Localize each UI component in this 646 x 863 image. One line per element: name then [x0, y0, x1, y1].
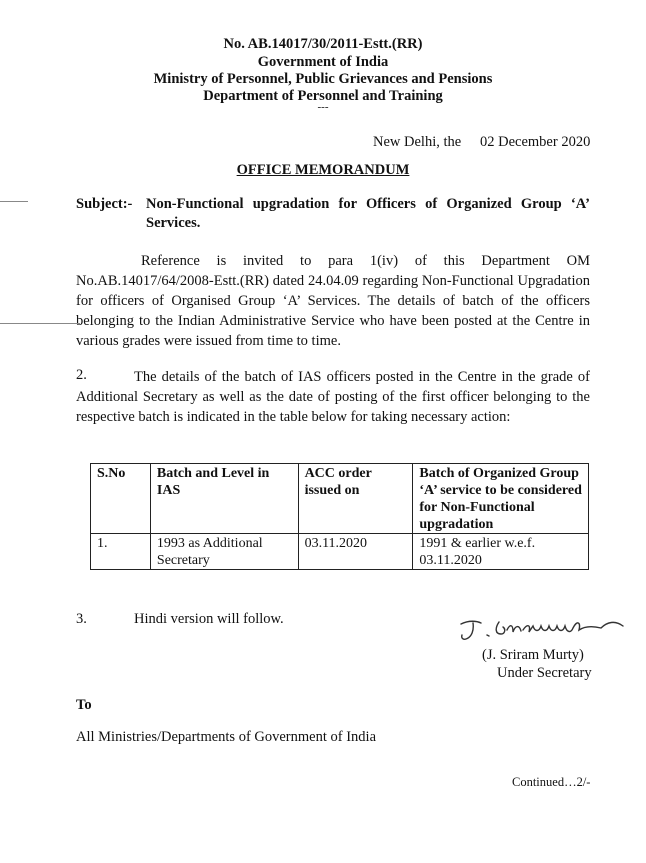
- to-label: To: [76, 697, 92, 713]
- paragraph-2-line: The details of the batch of IAS officers posted in the Centre in the grade of: [134, 369, 590, 385]
- department-line: Department of Personnel and Training: [203, 88, 443, 104]
- subject-line-2: Services.: [146, 215, 201, 231]
- paragraph-3-number: 3.: [76, 611, 87, 627]
- paragraph-1: [76, 251, 590, 351]
- paragraph-2-number: 2.: [76, 367, 87, 383]
- table-header-cell: S.No: [91, 464, 151, 534]
- header-separator: ---: [317, 101, 329, 113]
- paragraph-1-line: Reference is invited to para 1(iv) of this Department OM: [141, 253, 590, 269]
- table-header-row: [91, 464, 589, 534]
- table-row: [91, 534, 589, 570]
- paragraph-1-line: No.AB.14017/64/2008-Estt.(RR) dated 24.04.09 regarding Non-Functional Upgradation: [76, 273, 590, 289]
- table-header-cell: ACC order issued on: [298, 464, 413, 534]
- subject-label: Subject:-: [76, 196, 133, 212]
- scan-mark-top: [0, 201, 28, 202]
- table-cell: 1993 as Additional Secretary: [150, 534, 298, 570]
- continued-note: Continued…2/-: [512, 775, 591, 789]
- paragraph-2-line: respective batch is indicated in the table below for taking necessary action:: [76, 409, 511, 425]
- table-cell: 1991 & earlier w.e.f. 03.11.2020: [413, 534, 589, 570]
- signatory-name: (J. Sriram Murty): [482, 647, 584, 663]
- paragraph-3-text: Hindi version will follow.: [134, 611, 284, 627]
- memo-date: 02 December 2020: [480, 134, 591, 150]
- signatory-designation: Under Secretary: [497, 665, 592, 681]
- paragraph-1-line: belonging to the Indian Administrative Service who have been posted at the Centre in: [76, 313, 590, 329]
- handwritten-signature: [455, 612, 630, 648]
- memo-title: OFFICE MEMORANDUM: [236, 162, 410, 178]
- recipient-line: All Ministries/Departments of Government of India: [76, 729, 377, 745]
- subject-line-1: Non-Functional upgradation for Officers of Organized Group ‘A’: [146, 196, 590, 212]
- nfu-table: [90, 463, 589, 570]
- government-line: Government of India: [257, 54, 389, 70]
- place-date-label: New Delhi, the: [373, 134, 462, 150]
- paragraph-1-line: for officers of Organised Group ‘A’ Services. The details of batch of the officers: [76, 293, 590, 309]
- table-header-cell: Batch and Level in IAS: [150, 464, 298, 534]
- paragraph-2-line: Additional Secretary as well as the date of posting of the first officer belonging to the: [76, 389, 590, 405]
- paragraph-1-line: various grades were issued from time to time.: [76, 333, 341, 349]
- paragraph-2: [76, 367, 590, 427]
- scan-mark-line: [0, 323, 80, 324]
- table-cell: 03.11.2020: [298, 534, 413, 570]
- file-number: No. AB.14017/30/2011-Estt.(RR): [223, 36, 423, 52]
- ministry-line: Ministry of Personnel, Public Grievances and Pensions: [153, 71, 493, 87]
- table-cell: 1.: [91, 534, 151, 570]
- table-header-cell: Batch of Organized Group ‘A’ service to be considered for Non-Functional upgradation: [413, 464, 589, 534]
